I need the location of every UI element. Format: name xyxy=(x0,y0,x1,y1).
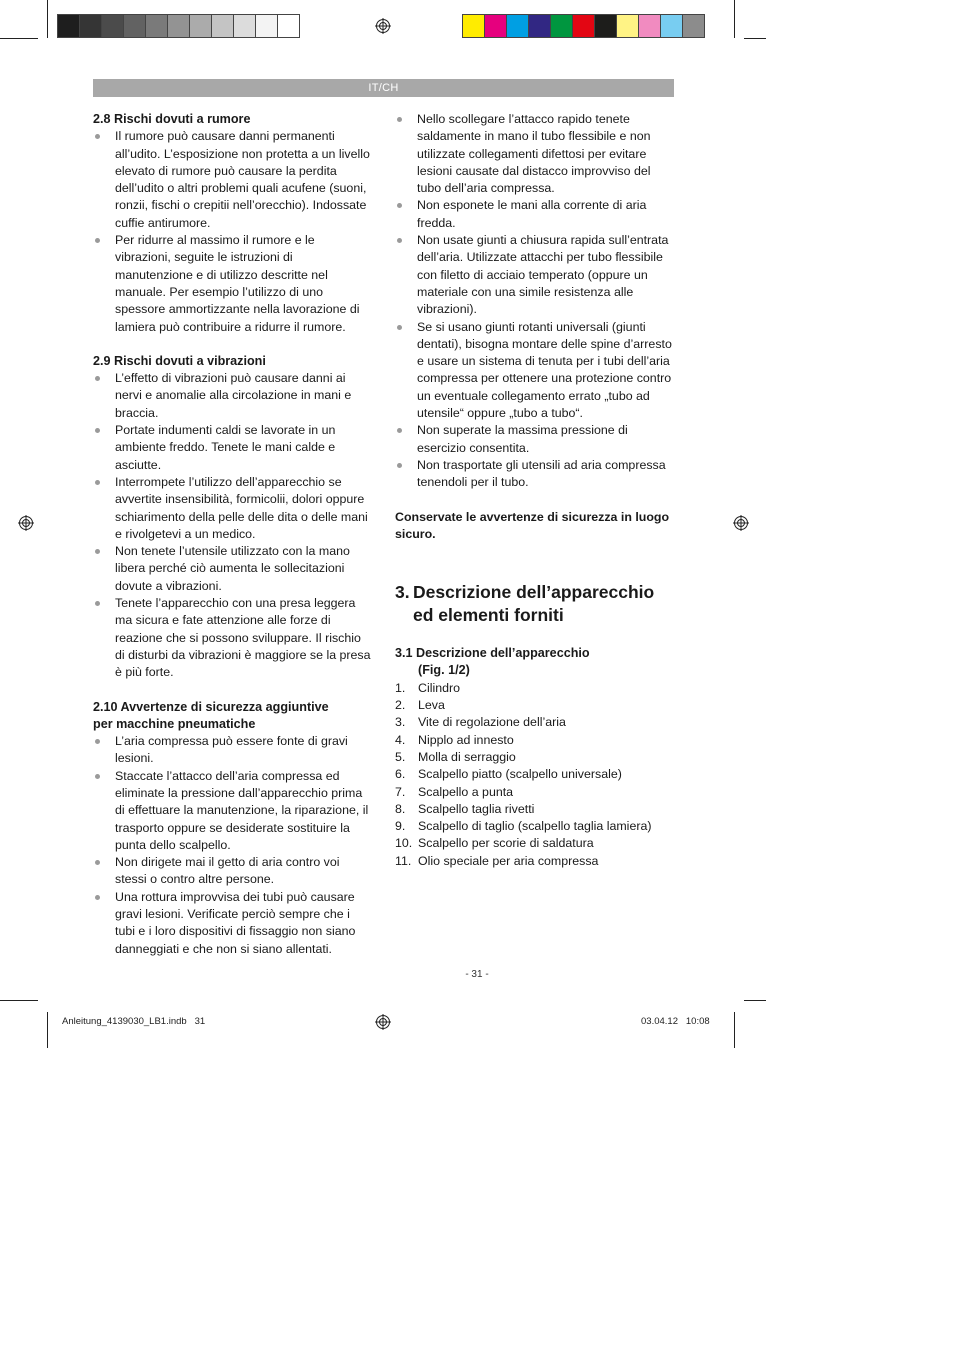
part-number: 2. xyxy=(395,698,406,713)
color-swatch xyxy=(595,15,617,37)
color-swatch xyxy=(507,15,529,37)
part-label: Olio speciale per aria compressa xyxy=(418,853,599,868)
registration-mark-icon xyxy=(375,1014,391,1030)
registration-mark-icon xyxy=(375,18,391,34)
color-swatch xyxy=(124,15,146,37)
page-number: - 31 - xyxy=(465,969,489,980)
list-item: Non trasportate gli utensili ad aria compressa tenendoli per il tubo. xyxy=(395,457,677,492)
part-label: Scalpello a punta xyxy=(418,784,514,799)
section-2-9-list xyxy=(93,370,373,681)
part-number: 1. xyxy=(395,680,406,695)
part-number: 6. xyxy=(395,767,406,782)
part-label: Scalpello per scorie di saldatura xyxy=(418,836,594,851)
list-item: Tenete l’apparecchio con una presa leggera ma sicura e fate attenzione alle forze di reazione che si possono sviluppare. Il rischio di disturbi da vibrazioni è maggiore se la presa è più forte. xyxy=(93,595,373,681)
left-column xyxy=(93,111,373,958)
date-slug: 03.04.12 10:08 xyxy=(641,1016,710,1027)
color-swatch xyxy=(256,15,278,37)
part-item xyxy=(395,835,677,852)
part-item xyxy=(395,784,677,801)
list-item: Una rottura improvvisa dei tubi può causare gravi lesioni. Verificate perciò sempre che i tubi e i loro dispositivi di fissaggio non siano danneggiati e che non si siano allentati. xyxy=(93,889,373,958)
part-number: 7. xyxy=(395,784,406,799)
list-item: Per ridurre al massimo il rumore e le vibrazioni, seguite le istruzioni di manutenzione e di utilizzo descritte nel manuale. Per esempio l’utilizzo di uno spessore ammortizzante nella lavorazione di lamiera può contribuire a ridurre il rumore. xyxy=(93,232,373,336)
color-swatch xyxy=(617,15,639,37)
part-label: Scalpello di taglio (scalpello taglia lamiera) xyxy=(418,819,652,834)
part-item xyxy=(395,697,677,714)
section-2-8-list xyxy=(93,128,373,336)
parts-list xyxy=(395,680,677,870)
right-column xyxy=(395,111,677,870)
section-3-title: 3. Descrizione dell’apparecchio ed elementi forniti xyxy=(395,582,655,626)
list-item: Staccate l’attacco dell’aria compressa ed eliminate la pressione dall’apparecchio prima di effettuare la manutenzione, la riparazione, il trasporto oppure se desiderate sostituire la punta dello scalpello. xyxy=(93,768,373,854)
list-item: L’aria compressa può essere fonte di gravi lesioni. xyxy=(93,733,373,768)
part-label: Nipplo ad innesto xyxy=(418,732,514,747)
crop-mark xyxy=(0,38,38,39)
color-swatch xyxy=(212,15,234,37)
file-slug: Anleitung_4139030_LB1.indb 31 xyxy=(62,1016,206,1027)
color-swatch xyxy=(102,15,124,37)
part-item xyxy=(395,766,677,783)
part-label: Scalpello taglia rivetti xyxy=(418,801,535,816)
list-item: Il rumore può causare danni permanenti all’udito. L’esposizione non protetta a un livello elevato di rumore può causare la perdita dell’udito o altri problemi quali acufene (suoni, ronzii, fischi o crepitii nell’orecchio). Indossate cuffie antirumore. xyxy=(93,128,373,232)
section-2-9-title: 2.9 Rischi dovuti a vibrazioni xyxy=(93,353,266,368)
part-item xyxy=(395,732,677,749)
color-swatch xyxy=(551,15,573,37)
color-swatch xyxy=(463,15,485,37)
part-number: 3. xyxy=(395,715,406,730)
part-label: Vite di regolazione dell’aria xyxy=(418,715,566,730)
process-color-bar xyxy=(462,14,705,38)
list-item: L’effetto di vibrazioni può causare danni ai nervi e anomalie alla circolazione in mani e braccia. xyxy=(93,370,373,422)
color-swatch xyxy=(683,15,704,37)
part-item xyxy=(395,853,677,870)
crop-mark xyxy=(47,1012,48,1048)
crop-mark xyxy=(744,1000,766,1001)
part-label: Molla di serraggio xyxy=(418,749,516,764)
list-item: Se si usano giunti rotanti universali (giunti dentati), bisogna montare delle spine d’arresto e usare un sistema di tenuta per i tubi dell’aria compressa per ottenere una protezione contro un eventuale collegamento errato „tubo ad utensile“ oppure „tubo a tubo“. xyxy=(395,319,677,423)
part-item xyxy=(395,714,677,731)
color-swatch xyxy=(529,15,551,37)
section-2-10-list xyxy=(93,733,373,958)
part-label: Cilindro xyxy=(418,680,461,695)
list-item: Interrompete l’utilizzo dell’apparecchio se avvertite insensibilità, formicolii, dolori oppure schiarimento della pelle delle dita o delle mani e rivolgetevi a un medico. xyxy=(93,474,373,543)
crop-mark xyxy=(734,1012,735,1048)
language-header: IT/CH xyxy=(93,79,674,97)
list-item: Non usate giunti a chiusura rapida sull’entrata dell’aria. Utilizzate attacchi per tubo flessibile con filetto di acciaio temperato (oppure un materiale con una simile resistenza alle vibrazioni). xyxy=(395,232,677,318)
color-swatch xyxy=(58,15,80,37)
registration-mark-icon xyxy=(733,515,749,531)
list-item: Portate indumenti caldi se lavorate in un ambiente freddo. Tenete le mani calde e asciutte. xyxy=(93,422,373,474)
registration-mark-icon xyxy=(18,515,34,531)
crop-mark xyxy=(744,38,766,39)
list-item: Non dirigete mai il getto di aria contro voi stessi o contro altre persone. xyxy=(93,854,373,889)
list-item: Nello scollegare l’attacco rapido tenete saldamente in mano il tubo flessibile e non utilizzate collegamenti difettosi per evitare lesioni causate dal distacco improvviso del tubo dell’aria compressa. xyxy=(395,111,677,197)
section-2-10-list-continued xyxy=(395,111,677,492)
part-label: Scalpello piatto (scalpello universale) xyxy=(418,767,622,782)
color-swatch xyxy=(661,15,683,37)
part-item xyxy=(395,680,677,697)
color-swatch xyxy=(234,15,256,37)
color-swatch xyxy=(146,15,168,37)
part-number: 10. xyxy=(395,836,413,851)
color-swatch xyxy=(639,15,661,37)
part-number: 9. xyxy=(395,819,406,834)
part-number: 4. xyxy=(395,732,406,747)
color-swatch xyxy=(80,15,102,37)
color-swatch xyxy=(485,15,507,37)
color-swatch xyxy=(573,15,595,37)
part-item xyxy=(395,749,677,766)
section-2-10-title: 2.10 Avvertenze di sicurezza aggiuntive per macchine pneumatiche xyxy=(93,699,329,731)
grayscale-color-bar xyxy=(57,14,300,38)
section-3-1-title: 3.1 Descrizione dell’apparecchio (Fig. 1/2) xyxy=(395,646,590,678)
part-number: 5. xyxy=(395,749,406,764)
list-item: Non esponete le mani alla corrente di aria fredda. xyxy=(395,197,677,232)
part-label: Leva xyxy=(418,698,445,713)
crop-mark xyxy=(0,1000,38,1001)
list-item: Non tenete l’utensile utilizzato con la mano libera perché ciò aumenta le sollecitazioni dovute a vibrazioni. xyxy=(93,543,373,595)
part-item xyxy=(395,801,677,818)
list-item: Non superate la massima pressione di esercizio consentita. xyxy=(395,422,677,457)
crop-mark xyxy=(47,0,48,38)
keep-instructions-note: Conservate le avvertenze di sicurezza in luogo sicuro. xyxy=(395,509,670,541)
color-swatch xyxy=(278,15,299,37)
color-swatch xyxy=(168,15,190,37)
part-number: 11. xyxy=(395,853,412,868)
part-item xyxy=(395,818,677,835)
section-2-8-title: 2.8 Rischi dovuti a rumore xyxy=(93,112,251,126)
crop-mark xyxy=(734,0,735,38)
part-number: 8. xyxy=(395,801,406,816)
color-swatch xyxy=(190,15,212,37)
